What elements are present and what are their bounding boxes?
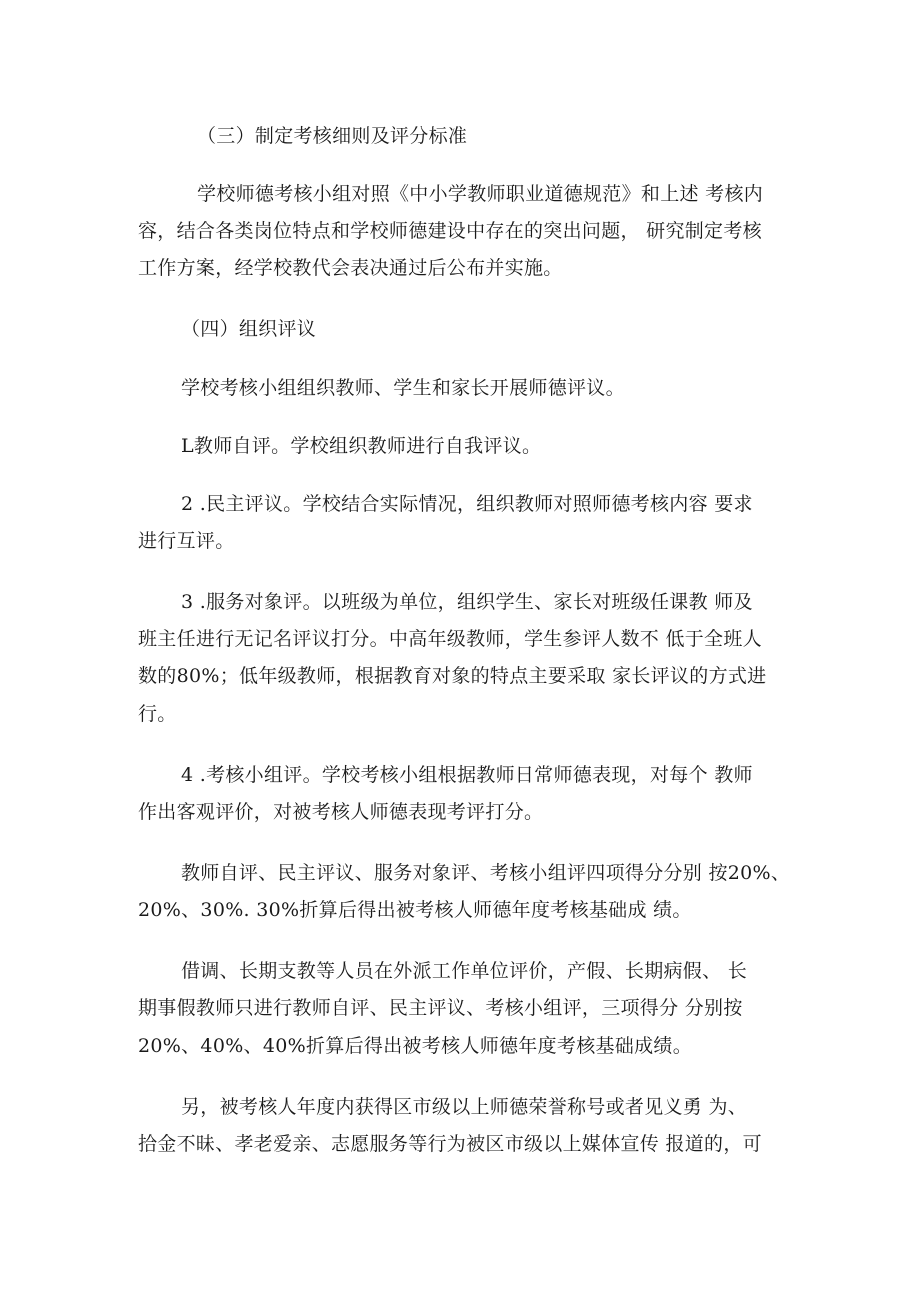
item-1-self-evaluation: L教师自评。学校组织教师进行自我评议。 — [181, 435, 542, 457]
item-2-line-1: 2 .民主评议。学校结合实际情况，组织教师对照师德考核内容 要求 — [181, 493, 753, 515]
section-4-intro: 学校考核小组组织教师、学生和家长开展师德评议。 — [181, 377, 625, 399]
section-3-paragraph-line-1: 学校师德考核小组对照《中小学教师职业道德规范》和上述 考核内 — [197, 183, 764, 205]
item-4-line-1: 4 .考核小组评。学校考核小组根据教师日常师德表现，对每个 教师 — [181, 764, 753, 786]
section-4-heading: （四）组织评议 — [181, 318, 317, 340]
section-3-paragraph-line-2: 容，结合各类岗位特点和学校师德建设中存在的突出问题， 研究制定考核 — [138, 220, 762, 242]
section-3-paragraph-line-3: 工作方案，经学校教代会表决通过后公布并实施。 — [138, 257, 563, 279]
item-3-line-1: 3 .服务对象评。以班级为单位，组织学生、家长对班级任课教 师及 — [181, 591, 753, 613]
item-3-line-2: 班主任进行无记名评议打分。中高年级教师，学生参评人数不 低于全班人 — [138, 628, 762, 650]
special-cases-line-1: 借调、长期支教等人员在外派工作单位评价，产假、长期病假、 长 — [181, 960, 748, 982]
bonus-line-2: 拾金不昧、孝老爱亲、志愿服务等行为被区市级以上媒体宣传 报道的，可 — [138, 1133, 762, 1155]
weights-line-1: 教师自评、民主评议、服务对象评、考核小组评四项得分分别 按20%、 — [181, 862, 791, 884]
special-cases-line-3: 20%、40%、40%折算后得出被考核人师德年度考核基础成绩。 — [138, 1035, 692, 1057]
item-3-line-4: 行。 — [138, 703, 177, 725]
item-4-line-2: 作出客观评价，对被考核人师德表现考评打分。 — [138, 801, 544, 823]
item-3-line-3: 数的80%；低年级教师，根据教育对象的特点主要采取 家长评议的方式进 — [138, 665, 767, 687]
bonus-line-1: 另，被考核人年度内获得区市级以上师德荣誉称号或者见义勇 为、 — [181, 1096, 748, 1118]
item-2-line-2: 进行互评。 — [138, 530, 235, 552]
special-cases-line-2: 期事假教师只进行教师自评、民主评议、考核小组评，三项得分 分别按 — [138, 997, 743, 1019]
section-3-heading: （三）制定考核细则及评分标准 — [197, 125, 468, 147]
weights-line-2: 20%、30%. 30%折算后得出被考核人师德年度考核基础成 绩。 — [138, 899, 692, 921]
